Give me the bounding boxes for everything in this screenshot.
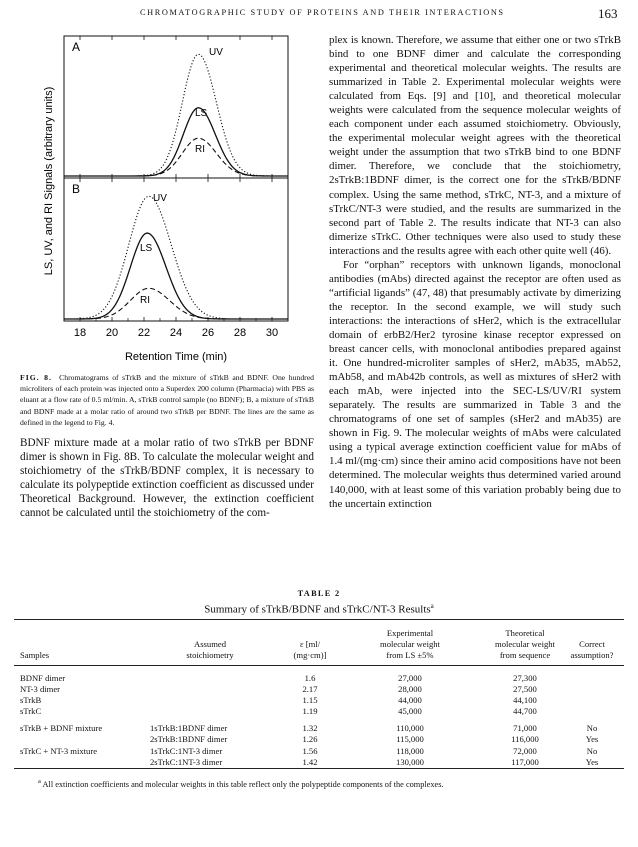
left-column-paragraph: BDNF mixture made at a molar ratio of two sTrkB per BDNF dimer is shown in Fig. 8B. To calculate the molecular weight and stoichiometry of the sTrkB/BDNF complex, it is necessary to calculate its polypeptide extinction coefficient as discussed under Theoretical Background. However, the extinction coefficient cannot be calculated until the stoichiometry of the com- <box>20 437 314 520</box>
table-cell-sample: sTrkB + BDNF mixture <box>20 723 103 733</box>
table-cell-theo: 116,000 <box>511 734 539 744</box>
table-cell-theo: 27,500 <box>513 684 537 694</box>
table-header-rule <box>14 665 624 666</box>
table-cell-correct: Yes <box>585 757 599 767</box>
panel-a-uv-curve <box>64 54 288 176</box>
table-cell-exp: 110,000 <box>396 723 424 733</box>
table-cell-eps: 2.17 <box>302 684 318 694</box>
col-header-stoichiometry: Assumed stoichiometry <box>186 639 234 660</box>
table-cell-sample: sTrkC <box>20 706 42 716</box>
panel-a-uv-label: UV <box>209 47 223 58</box>
running-head-title: CHROMATOGRAPHIC STUDY OF PROTEINS AND THEIR INTERACTIONS <box>140 8 505 17</box>
table-cell-stoich: 2sTrkC:1NT-3 dimer <box>150 757 223 767</box>
table-cell-exp: 28,000 <box>398 684 422 694</box>
col-header-correct: Correct assumption? <box>570 639 614 660</box>
table-cell-theo: 44,100 <box>513 695 537 705</box>
table-cell-eps: 1.26 <box>302 734 318 744</box>
col-header-experimental: Experimental molecular weight from LS ±5% <box>380 628 440 660</box>
panel-b-frame <box>64 178 288 321</box>
table-footnote <box>38 778 618 789</box>
figure-8 <box>22 26 314 366</box>
table-title <box>0 602 638 616</box>
caption-text: Chromatograms of sTrkB and the mixture of sTrkB and BDNF. One hundred microliters of each protein was injected onto a Superdex 200 column (Pharmacia) with PBS as eluant at a flow rate of 0.5 ml/min. A, sTrkB control sample (no BDNF); B, a mixture of sTrkB and BDNF made at a molar ratio of around two sTrkB per BDNF. The lines are the same as defined in the legend to Fig. 4. <box>20 373 314 427</box>
panel-b-ls-curve <box>64 233 288 319</box>
table-cell-correct: No <box>586 746 598 756</box>
right-paragraph-1: plex is known. Therefore, we assume that either one or two sTrkB bind to one BDNF dimer and calculate the corresponding experimental and theoretical molecular weights. The results are summarized in Table 2. Experimental molecular weights were calculated from Eqs. [9] and [10], and theoretical molecular weights were calculated from the sequence molecular weights of each component under each assumed stoichiometry. Obviously, the experimental molecular weight agrees with the theoretical weight under the assumption that two sTrkB bind to one BDNF dimer. Therefore, we conclude that the stoichiometry, 2sTrkB:1BDNF dimer, is the correct one for the sTrkB/BDNF complex. Using the same method, sTrkC, NT-3, and a mixture of sTrkC/NT-3 were studied, and the results are summarized in the second part of Table 2. The results indicate that NT-3 can also dimerize sTrkC. Other techniques were also used to study these interactions and the results agree with each other quite well (46). <box>329 34 621 257</box>
table-label: TABLE 2 <box>297 589 341 598</box>
table-cell-exp: 45,000 <box>398 706 422 716</box>
panel-a-ri-label: RI <box>195 144 205 155</box>
table-title-text: Summary of sTrkB/BDNF and sTrkC/NT-3 Results <box>204 603 431 616</box>
table-title-footnote-mark: a <box>430 602 434 610</box>
page-number: 163 <box>598 6 618 21</box>
table-cell-sample: sTrkB <box>20 695 42 705</box>
panel-b-uv-curve <box>64 196 288 319</box>
table-cell-eps: 1.6 <box>304 673 316 683</box>
x-tick-label: 28 <box>233 327 247 339</box>
right-paragraph-2: For “orphan” receptors with unknown ligands, monoclonal antibodies (mAbs) directed against the receptor are often used as “artificial ligands” (47, 48) that presumably activate by dimerizing the receptor. In the second example, we will study such interactions: the interactions of sHer2, which is the extracellular domain of erbB2/Her2 tyrosine kinase receptor expressed on breast cancer cells, with monoclonal antibodies prepared against it. One hundred-microliter samples of sHer2, mAb35, mAb52, mAb58, and mAb42b controls, as well as mixtures of sHer2 with each mAb, were injected into the SEC-LS/UV/RI system separately. The results are summarized in Table 3 and the chromatograms of one set of samples (sHer2 and mAb35) are shown in Fig. 9. The molecular weights of mAbs were calculated using a typical average extinction coefficient value for mAbs of 1.4 ml/(mg·cm) since their amino acid compositions have not been determined. The molecular weights thus determined varied around 140,000, with at least some of this variation probably being due to the uncertain extinction <box>329 258 621 510</box>
caption-label: FIG. 8. <box>20 373 52 382</box>
panel-a-ls-curve <box>64 108 288 176</box>
table-cell-theo: 27,300 <box>513 673 537 683</box>
table-cell-stoich: 1sTrkB:1BDNF dimer <box>150 723 228 733</box>
x-tick-label: 30 <box>265 327 279 339</box>
table-cell-exp: 115,000 <box>396 734 424 744</box>
table-cell-exp: 130,000 <box>396 757 424 767</box>
table-cell-exp: 118,000 <box>396 746 424 756</box>
chromatogram-figure <box>22 26 314 366</box>
x-tick-label: 20 <box>105 327 119 339</box>
figure-caption <box>20 372 314 428</box>
table-cell-sample: sTrkC + NT-3 mixture <box>20 746 98 756</box>
table-cell-stoich: 1sTrkC:1NT-3 dimer <box>150 746 223 756</box>
table-cell-stoich: 2sTrkB:1BDNF dimer <box>150 734 228 744</box>
panel-a-ls-label: LS <box>195 108 208 119</box>
right-column <box>329 33 621 511</box>
panel-b-letter: B <box>72 182 81 196</box>
table-cell-eps: 1.56 <box>302 746 318 756</box>
table-top-rule <box>14 619 624 620</box>
table-cell-exp: 44,000 <box>398 695 422 705</box>
left-column <box>20 436 314 520</box>
y-axis-label: LS, UV, and RI Signals (arbitrary units) <box>43 86 55 276</box>
table-cell-correct: Yes <box>585 734 599 744</box>
table-cell-theo: 72,000 <box>513 746 537 756</box>
col-header-samples: Samples <box>20 650 50 660</box>
x-tick-label: 22 <box>137 327 151 339</box>
panel-a-letter: A <box>72 40 81 54</box>
table-cell-eps: 1.32 <box>302 723 318 733</box>
table-cell-exp: 27,000 <box>398 673 422 683</box>
table-cell-correct: No <box>586 723 598 733</box>
x-tick-label: 26 <box>201 327 215 339</box>
table-cell-theo: 44,700 <box>513 706 537 716</box>
table-cell-sample: NT-3 dimer <box>20 684 61 694</box>
x-tick-label: 24 <box>169 327 183 339</box>
panel-b-ls-label: LS <box>140 243 153 254</box>
table-footnote-text: All extinction coefficients and molecular weights in this table reflect only the polypeptide components of the complexes. <box>42 779 444 789</box>
panel-b-uv-label: UV <box>153 193 167 204</box>
panel-a-ri-curve <box>64 138 288 176</box>
panel-b-ri-label: RI <box>140 295 150 306</box>
table-cell-theo: 71,000 <box>513 723 537 733</box>
col-header-theoretical: Theoretical molecular weight from sequence <box>495 628 555 660</box>
table-cell-eps: 1.42 <box>302 757 318 767</box>
table-cell-eps: 1.15 <box>302 695 318 705</box>
col-header-epsilon: ε [ml/ (mg·cm)] <box>293 639 327 660</box>
panel-a-frame <box>64 36 288 178</box>
table-cell-theo: 117,000 <box>511 757 539 767</box>
table-cell-sample: BDNF dimer <box>20 673 66 683</box>
table-footnote-mark: a <box>38 778 41 785</box>
table-bottom-rule <box>14 768 624 769</box>
x-axis-label: Retention Time (min) <box>124 351 228 363</box>
x-tick-label: 18 <box>73 327 87 339</box>
table-cell-eps: 1.19 <box>302 706 318 716</box>
